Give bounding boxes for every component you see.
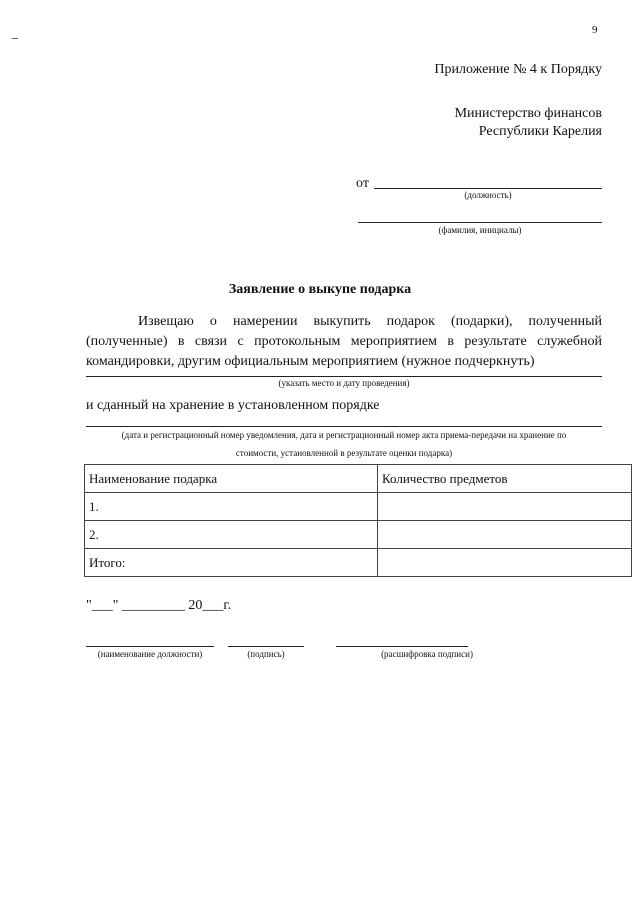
handed-over-text: и сданный на хранение в установленном порядке — [86, 398, 380, 413]
recipient-line-2: Республики Карелия — [478, 124, 602, 139]
signature-line[interactable] — [228, 646, 304, 647]
decoding-caption: (расшифровка подписи) — [381, 649, 473, 659]
header-gift-name: Наименование подарка — [85, 465, 378, 493]
statement-paragraph — [86, 312, 602, 372]
appendix-label: Приложение № 4 к Порядку — [434, 62, 602, 77]
position-caption: (должность) — [464, 190, 512, 200]
document-title: Заявление о выкупе подарка — [228, 282, 412, 297]
scan-mark — [12, 38, 18, 39]
name-line[interactable] — [358, 222, 602, 223]
position-line[interactable] — [374, 188, 602, 189]
table-row-total — [85, 549, 632, 577]
table-header-row — [85, 465, 632, 493]
row-2-quantity[interactable] — [378, 521, 632, 549]
position-sign-caption: (наименование должности) — [97, 649, 203, 659]
row-1-name[interactable]: 1. — [85, 493, 378, 521]
statement-text: Извещаю о намерении выкупить подарок (подарки), полученный (полученные) в связи с протокольным мероприятием в результате служебной командировки, другим официальным мероприятием (нужное подчеркнуть) — [86, 314, 602, 369]
registration-line[interactable] — [86, 426, 602, 427]
page-number: 9 — [592, 24, 598, 36]
name-caption: (фамилия, инициалы) — [438, 225, 522, 235]
registration-caption-2: стоимости, установленной в результате оценки подарка) — [235, 448, 453, 458]
place-date-caption: (указать место и дату проведения) — [278, 378, 410, 388]
position-sign-line[interactable] — [86, 646, 214, 647]
gifts-table — [84, 464, 632, 577]
table-row — [85, 521, 632, 549]
place-date-line[interactable] — [86, 376, 602, 377]
decoding-line[interactable] — [336, 646, 468, 647]
registration-caption-1: (дата и регистрационный номер уведомления, дата и регистрационный номер акта приема-передачи на хранение по — [121, 430, 567, 440]
date-line[interactable]: "___" _________ 20___г. — [86, 598, 232, 613]
recipient-line-1: Министерство финансов — [454, 106, 602, 121]
from-prefix: от — [356, 176, 369, 191]
row-2-name[interactable]: 2. — [85, 521, 378, 549]
total-label: Итого: — [85, 549, 378, 577]
header-quantity: Количество предметов — [378, 465, 632, 493]
table-row — [85, 493, 632, 521]
row-1-quantity[interactable] — [378, 493, 632, 521]
signature-caption: (подпись) — [247, 649, 285, 659]
total-quantity[interactable] — [378, 549, 632, 577]
